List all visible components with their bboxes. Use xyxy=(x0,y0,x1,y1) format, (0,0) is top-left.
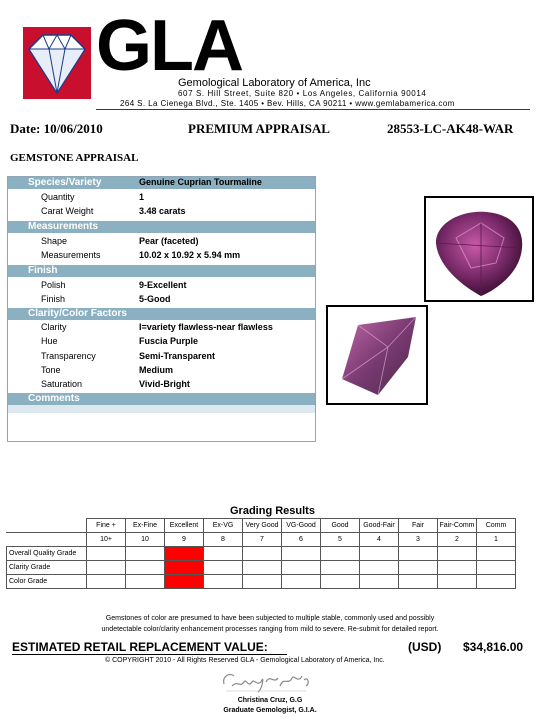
section-title: GEMSTONE APPRAISAL xyxy=(10,152,139,164)
grade-header: Good-Fair xyxy=(360,519,399,533)
gem-photo-side xyxy=(326,305,428,405)
grade-number: 9 xyxy=(165,533,204,547)
hue-value: Fuscia Purple xyxy=(139,336,199,346)
grade-header: Fair-Comm xyxy=(438,519,477,533)
saturation-row xyxy=(8,377,315,391)
measurements-value: 10.02 x 10.92 x 5.94 mm xyxy=(139,250,241,260)
clarity-label: Clarity xyxy=(41,322,67,332)
address-line-1: 607 S. Hill Street, Suite 820 • Los Angeles, California 90014 xyxy=(178,89,427,98)
clarity-row xyxy=(8,320,315,334)
grade-number: 6 xyxy=(282,533,321,547)
gem-logo-icon xyxy=(23,27,91,99)
overall-quality-label: Overall Quality Grade xyxy=(7,547,87,561)
disclaimer-line-1: Gemstones of color are presumed to have been subjected to multiple stable, commonly used and possibly xyxy=(105,615,435,622)
gem-top-image xyxy=(426,198,532,300)
measurements-section-header xyxy=(8,221,315,233)
overall-quality-mark xyxy=(165,547,204,561)
grading-table xyxy=(6,518,516,589)
grading-title: Grading Results xyxy=(230,505,315,517)
signer-name: Christina Cruz, G.G xyxy=(237,697,303,704)
grade-header: Comm xyxy=(477,519,516,533)
carat-label: Carat Weight xyxy=(41,206,94,216)
finish-label: Finish xyxy=(41,294,66,304)
shape-row xyxy=(8,234,315,248)
measurements-label: Measurements xyxy=(41,250,101,260)
polish-row xyxy=(8,278,315,292)
tone-value: Medium xyxy=(139,365,174,375)
grade-header: Good xyxy=(321,519,360,533)
specification-table xyxy=(7,176,316,442)
shape-value: Pear (faceted) xyxy=(139,236,199,246)
clarity-grade-row xyxy=(7,561,516,575)
grade-header: VG-Good xyxy=(282,519,321,533)
finish-header-label: Finish xyxy=(28,265,58,276)
finish-row xyxy=(8,292,315,306)
tone-row xyxy=(8,363,315,377)
grade-number: 8 xyxy=(204,533,243,547)
quantity-value: 1 xyxy=(139,192,145,202)
carat-value: 3.48 carats xyxy=(139,206,186,216)
grade-header: Fair xyxy=(399,519,438,533)
polish-label: Polish xyxy=(41,280,66,290)
carat-row xyxy=(8,204,315,218)
grade-header: Excellent xyxy=(165,519,204,533)
appraisal-date: Date: 10/06/2010 xyxy=(10,121,103,136)
signer-title: Graduate Gemologist, G.I.A. xyxy=(223,707,317,714)
clarity-header-label: Clarity/Color Factors xyxy=(28,308,127,319)
grade-number: 5 xyxy=(321,533,360,547)
signature-image xyxy=(218,666,314,694)
valuation-underline xyxy=(12,654,287,655)
clarity-grade-label: Clarity Grade xyxy=(7,561,87,575)
transparency-value: Semi-Transparent xyxy=(139,351,216,361)
valuation-currency: (USD) xyxy=(408,640,442,654)
color-grade-row xyxy=(7,575,516,589)
shape-label: Shape xyxy=(41,236,68,246)
grade-number: 10+ xyxy=(87,533,126,547)
measurements-header-label: Measurements xyxy=(28,221,99,232)
grading-corner xyxy=(7,519,87,533)
saturation-label: Saturation xyxy=(41,379,83,389)
quantity-row xyxy=(8,190,315,204)
measurements-row xyxy=(8,248,315,262)
species-value: Genuine Cuprian Tourmaline xyxy=(139,177,262,187)
grade-number: 3 xyxy=(399,533,438,547)
grade-number-row xyxy=(7,533,516,547)
overall-quality-row xyxy=(7,547,516,561)
clarity-value: I=variety flawless-near flawless xyxy=(139,322,273,332)
comments-band xyxy=(8,405,315,413)
hue-label: Hue xyxy=(41,336,58,346)
valuation-amount: $34,816.00 xyxy=(463,640,524,654)
hue-row xyxy=(8,334,315,348)
grade-number: 1 xyxy=(477,533,516,547)
species-row xyxy=(8,177,315,189)
grade-header: Very Good xyxy=(243,519,282,533)
grade-number: 2 xyxy=(438,533,477,547)
valuation-label: ESTIMATED RETAIL REPLACEMENT VALUE: xyxy=(12,640,268,654)
transparency-label: Transparency xyxy=(41,351,96,361)
comments-header-label: Comments xyxy=(28,393,80,404)
grade-number: 7 xyxy=(243,533,282,547)
polish-value: 9-Excellent xyxy=(139,280,187,290)
grade-header: Ex-VG xyxy=(204,519,243,533)
grade-header: Fine + xyxy=(87,519,126,533)
disclaimer xyxy=(60,613,480,635)
appraisal-code: 28553-LC-AK48-WAR xyxy=(387,121,514,136)
grade-header: Ex-Fine xyxy=(126,519,165,533)
gem-side-image xyxy=(328,307,426,403)
species-label: Species/Variety xyxy=(28,177,102,188)
copyright-notice: © COPYRIGHT 2010 - All Rights Reserved GLA - Gemological Laboratory of America, Inc. xyxy=(105,657,385,664)
gem-photo-top xyxy=(424,196,534,302)
color-grade-mark xyxy=(165,575,204,589)
clarity-grade-mark xyxy=(165,561,204,575)
tone-label: Tone xyxy=(41,365,61,375)
saturation-value: Vivid-Bright xyxy=(139,379,190,389)
transparency-row xyxy=(8,349,315,363)
color-grade-label: Color Grade xyxy=(7,575,87,589)
company-name: Gemological Laboratory of America, Inc xyxy=(178,77,371,89)
document-title: PREMIUM APPRAISAL xyxy=(188,121,330,136)
disclaimer-line-2: undetectable color/clarity enhancement processes ranging from mild to severe. Re-submit for detailed report. xyxy=(101,626,439,633)
comments-section-header xyxy=(8,393,315,405)
clarity-section-header xyxy=(8,308,315,320)
grading-corner xyxy=(7,533,87,547)
grade-label-row xyxy=(7,519,516,533)
grade-number: 4 xyxy=(360,533,399,547)
logo-wordmark: GLA xyxy=(96,6,242,86)
header-divider xyxy=(96,109,530,110)
quantity-label: Quantity xyxy=(41,192,75,202)
address-line-2: 264 S. La Cienega Blvd., Ste. 1405 • Bev. Hills, CA 90211 • www.gemlabamerica.com xyxy=(120,99,455,108)
grade-number: 10 xyxy=(126,533,165,547)
finish-value: 5-Good xyxy=(139,294,171,304)
finish-section-header xyxy=(8,265,315,277)
